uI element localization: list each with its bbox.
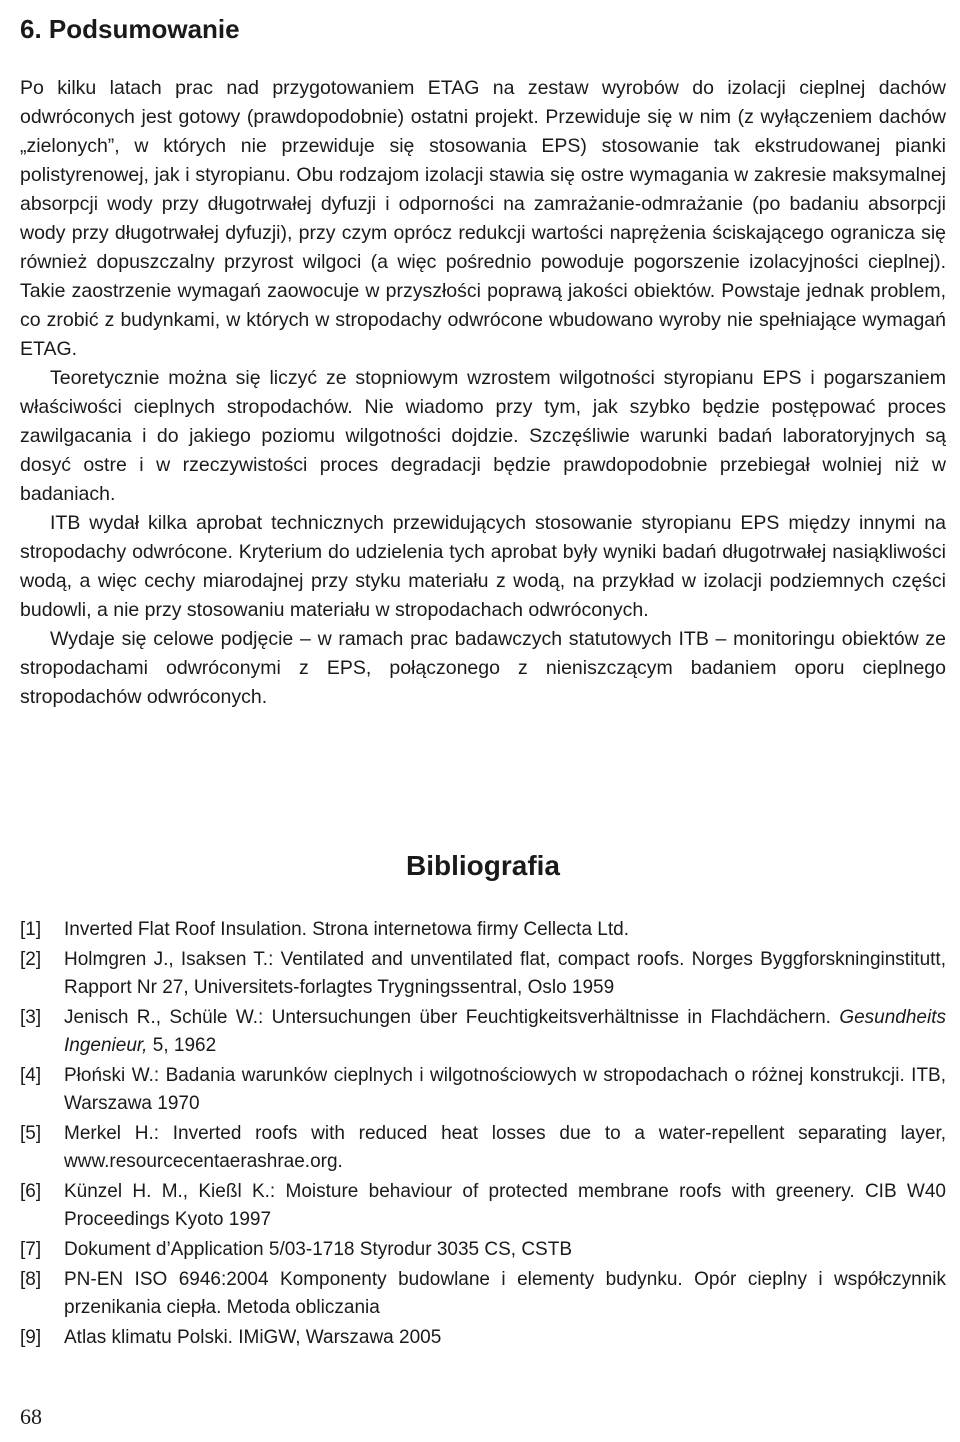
reference-body: Inverted Flat Roof Insulation. Strona internetowa firmy Cellecta Ltd. [64, 919, 629, 940]
reference-text [64, 1236, 946, 1264]
reference-item [20, 946, 946, 1003]
reference-item [20, 1120, 946, 1177]
paragraph: Po kilku latach prac nad przygotowaniem ETAG na zestaw wyrobów do izolacji cieplnej dachów odwróconych jest gotowy (prawdopodobnie) ostatni projekt. Przewiduje się w nim (z wyłączeniem dachów „zielonych”, w których nie przewiduje się stosowania EPS) stosowanie tak ekstrudowanej pianki polistyrenowej, jak i styropianu. Obu rodzajom izolacji stawia się ostre wymagania w zakresie maksymalnej absorpcji wody przy długotrwałej dyfuzji i odporności na zamrażanie-odmrażanie (po badaniu absorpcji wody przy długotrwałej dyfuzji), przy czym oprócz redukcji wartości naprężenia ściskającego ogranicza się również dopuszczalny przyrost wilgoci (a więc pośrednio powoduje pogorszenie izolacyjności cieplnej). Takie zaostrzenie wymagań zaowocuje w przyszłości poprawą jakości obiektów. Powstaje jednak problem, co zrobić z budynkami, w których w stropodachy odwrócone wbudowano wyroby nie spełniające wymagań ETAG. [20, 77, 946, 360]
reference-number: [8] [20, 1269, 42, 1291]
reference-number: [3] [20, 1006, 42, 1028]
reference-item [20, 1324, 946, 1352]
reference-item [20, 1236, 946, 1264]
reference-text [64, 1266, 946, 1323]
reference-body: Künzel H. M., Kießl K.: Moisture behaviour of protected membrane roofs with greenery. CIB W40 Proceedings Kyoto 1997 [64, 1181, 946, 1231]
reference-text [64, 1324, 946, 1352]
reference-text [64, 1004, 946, 1061]
paragraph: Teoretycznie można się liczyć ze stopniowym wzrostem wilgotności styropianu EPS i pogarszaniem właściwości cieplnych stropodachów. Nie wiadomo przy tym, jak szybko będzie postępować proces zawilgacania i do jakiego poziomu wilgotności dojdzie. Szczęśliwie warunki badań laboratoryjnych są dosyć ostre i w rzeczywistości proces degradacji będzie prawdopodobnie przebiegał wolniej niż w badaniach. [20, 367, 946, 505]
reference-text [64, 916, 946, 944]
paragraph: Wydaje się celowe podjęcie – w ramach prac badawczych statutowych ITB – monitoringu obiektów ze stropodachami odwróconymi z EPS, połączonego z nieniszczącym badaniem oporu cieplnego stropodachów odwróconych. [20, 628, 946, 708]
reference-number: [6] [20, 1181, 42, 1203]
page-number: 68 [20, 1404, 42, 1429]
reference-number: [9] [20, 1327, 42, 1349]
reference-number: [7] [20, 1239, 42, 1261]
reference-item [20, 1178, 946, 1235]
section-body [20, 74, 946, 712]
reference-text [64, 1062, 946, 1119]
reference-body: Jenisch R., Schüle W.: Untersuchungen über Feuchtigkeitsverhältnisse in Flachdächern. [64, 1006, 840, 1028]
reference-journal: Gesundheits Ingenieur, [64, 1006, 946, 1057]
reference-number: [4] [20, 1064, 42, 1086]
reference-body: Płoński W.: Badania warunków cieplnych i wilgotnościowych w stropodachach o różnej konstrukcji. ITB, Warszawa 1970 [64, 1064, 946, 1115]
reference-body: Atlas klimatu Polski. IMiGW, Warszawa 2005 [64, 1327, 442, 1349]
reference-body: PN-EN ISO 6946:2004 Komponenty budowlane i elementy budynku. Opór cieplny i współczynnik przenikania ciepła. Metoda obliczania [64, 1269, 946, 1319]
reference-number: [5] [20, 1123, 42, 1145]
reference-text [64, 946, 946, 1003]
reference-text [64, 1178, 946, 1235]
reference-body: Merkel H.: Inverted roofs with reduced heat losses due to a water-repellent separating layer, www.resourcecentaerashrae.org. [64, 1123, 946, 1173]
reference-issue: 5, 1962 [147, 1035, 217, 1057]
reference-number: [1] [20, 919, 42, 940]
bibliography-list [20, 916, 946, 1354]
reference-number: [2] [20, 948, 42, 970]
reference-item [20, 916, 946, 944]
section-title: 6. Podsumowanie [20, 14, 240, 44]
paragraph: ITB wydał kilka aprobat technicznych przewidujących stosowanie styropianu EPS między innymi na stropodachy odwrócone. Kryterium do udzielenia tych aprobat były wyniki badań długotrwałej nasiąkliwości wodą, a więc cechy miarodajnej przy styku materiału z wodą, na przykład w izolacji podziemnych części budowli, a nie przy stosowaniu materiału w stropodachach odwróconych. [20, 512, 946, 621]
reference-item [20, 1266, 946, 1323]
reference-body: Holmgren J., Isaksen T.: Ventilated and unventilated flat, compact roofs. Norges Byggforskninginstitutt, Rapport Nr 27, Universitets-forlagtes Trygningssentral, Oslo 1959 [64, 948, 946, 999]
reference-text [64, 1120, 946, 1177]
reference-body: Dokument d’Application 5/03-1718 Styrodur 3035 CS, CSTB [64, 1239, 572, 1261]
bibliography-title: Bibliografia [405, 850, 560, 881]
reference-item [20, 1062, 946, 1119]
reference-item [20, 1004, 946, 1061]
